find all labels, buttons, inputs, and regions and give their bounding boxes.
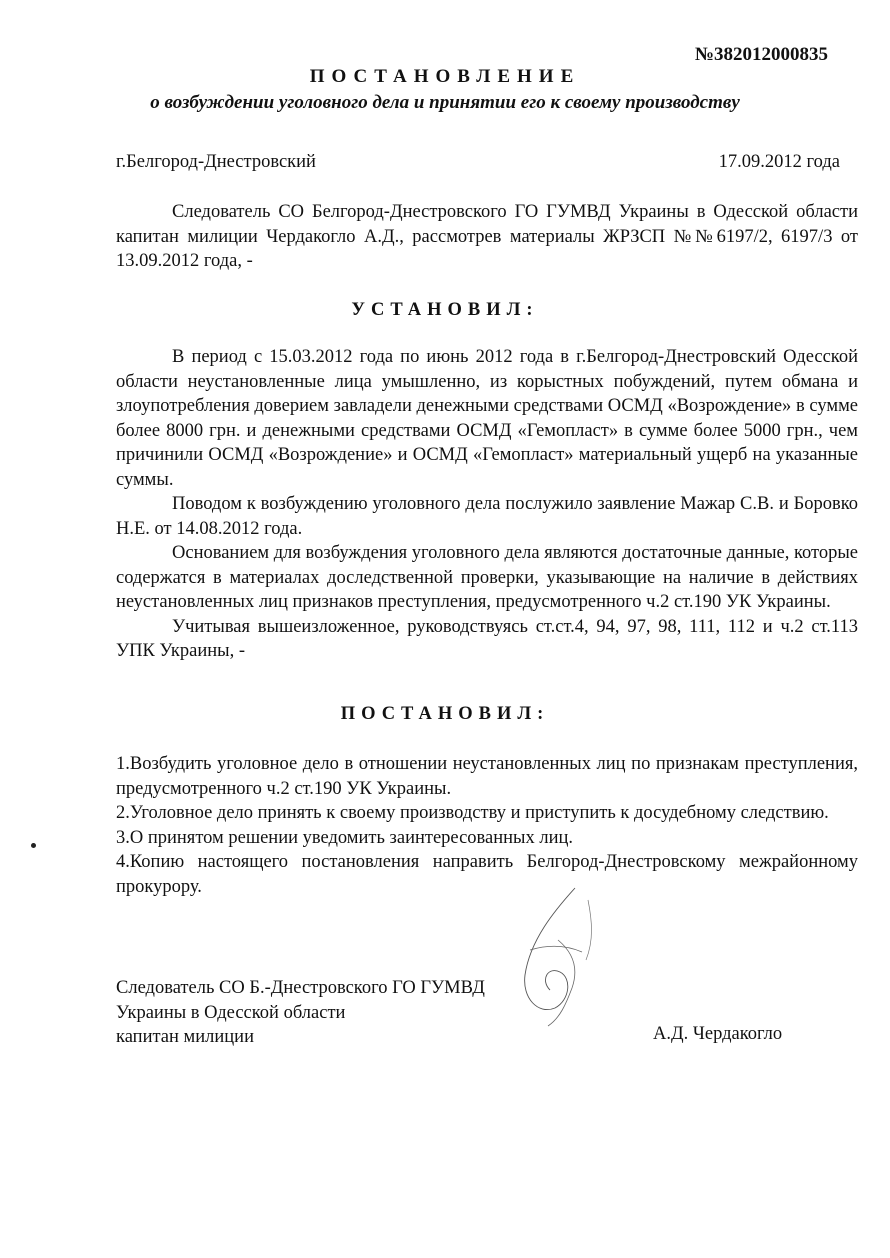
city: г.Белгород-Днестровский [116, 152, 316, 172]
signatory-line: Украины в Одесской области [116, 1002, 346, 1023]
established-heading: УСТАНОВИЛ: [351, 300, 539, 320]
document-subtitle: о возбуждении уголовного дела и принятии его к своему производству [150, 92, 740, 113]
paragraph: Основанием для возбуждения уголовного дела являются достаточные данные, которые содержатся в материалах доследственной проверки, указывающие на наличие в действиях неустановленных лиц признаков преступления, предусмотренного ч.2 ст.190 УК Украины. [116, 543, 858, 612]
document-title: ПОСТАНОВЛЕНИЕ [309, 66, 581, 87]
document-number: №382012000835 [694, 44, 828, 65]
resolution-item: 2.Уголовное дело принять к своему производству и приступить к досудебному следствию. [116, 803, 829, 823]
date: 17.09.2012 года [718, 152, 840, 172]
paragraph: В период с 15.03.2012 года по июнь 2012 года в г.Белгород-Днестровский Одесской области неустановленные лица умышленно, из корыстных побуждений, путем обмана и злоупотребления доверием завладели денежными средствами ОСМД «Возрождение» в сумме более 8000 грн. и денежными средствами ОСМД «Гемопласт» в сумме более 5000 грн., чем причинили ОСМД «Возрождение» и ОСМД «Гемопласт» материальный ущерб на указанные суммы. [116, 347, 858, 490]
resolved-section [116, 752, 858, 899]
scan-speck [31, 843, 36, 848]
resolution-item: 4.Копию настоящего постановления направить Белгород-Днестровскому межрайонному прокурору. [116, 852, 858, 897]
resolution-item: 1.Возбудить уголовное дело в отношении неустановленных лиц по признакам преступления, предусмотренного ч.2 ст.190 УК Украины. [116, 754, 858, 799]
paragraph: Учитывая вышеизложенное, руководствуясь ст.ст.4, 94, 97, 98, 111, 112 и ч.2 ст.113 УПК Украины, - [116, 616, 858, 661]
paragraph: Поводом к возбуждению уголовного дела послужило заявление Мажар С.В. и Боровко Н.Е. от 14.08.2012 года. [116, 494, 858, 539]
signatory-line: Следователь СО Б.-Днестровского ГО ГУМВД [116, 978, 485, 998]
signatory-block [116, 976, 485, 1050]
preamble: Следователь СО Белгород-Днестровского ГО ГУМВД Украины в Одесской области капитан милиции Чердакогло А.Д., рассмотрев материалы ЖРЗСП №№6197/2, 6197/3 от 13.09.2012 года, - [116, 202, 858, 271]
signatory-line: капитан милиции [116, 1027, 254, 1047]
resolution-item: 3.О принятом решении уведомить заинтересованных лиц. [116, 827, 574, 848]
handwritten-signature [500, 880, 620, 1030]
established-section [116, 345, 858, 664]
resolved-heading: ПОСТАНОВИЛ: [340, 704, 550, 724]
signatory-name: А.Д. Чердакогло [653, 1024, 783, 1044]
